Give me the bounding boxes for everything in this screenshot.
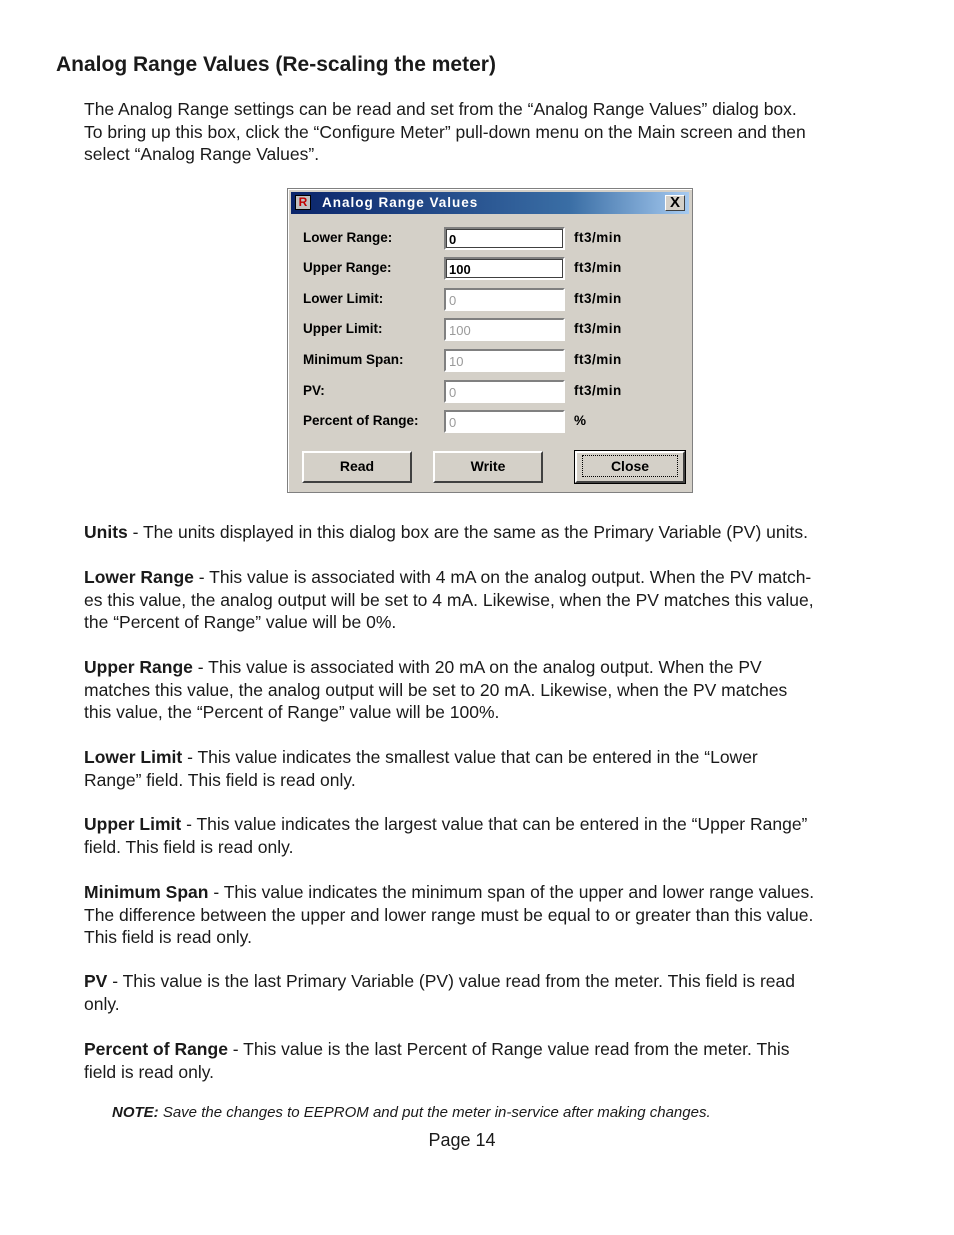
field-label: Minimum Span: xyxy=(303,352,404,367)
field-row-lower-limit xyxy=(288,288,692,312)
desc-text: only. xyxy=(84,993,120,1014)
desc-text: - The units displayed in this dialog box are the same as the Primary Variable (PV) units. xyxy=(127,522,808,542)
field-row-upper-limit xyxy=(288,318,692,342)
app-logo-icon: R xyxy=(295,195,311,210)
desc-upper-limit xyxy=(84,813,884,858)
desc-text: - This value is the last Primary Variable (PV) value read from the meter. This field is read xyxy=(107,971,795,991)
desc-upper-range xyxy=(84,656,884,724)
desc-text: This field is read only. xyxy=(84,927,252,947)
upper-range-input[interactable]: 100 xyxy=(444,257,565,280)
close-button-label: Close xyxy=(582,455,678,477)
desc-percent-of-range xyxy=(84,1038,884,1083)
page-number: Page 14 xyxy=(428,1130,496,1150)
percent-of-range-field: 0 xyxy=(444,410,565,433)
desc-term: Lower Limit xyxy=(84,747,183,767)
field-row-minimum-span xyxy=(288,349,692,373)
desc-text: matches this value, the analog output will be set to 20 mA. Likewise, when the PV matches xyxy=(84,679,788,700)
desc-term: Lower Range xyxy=(84,567,194,587)
upper-limit-field: 100 xyxy=(444,318,565,341)
close-icon[interactable]: X xyxy=(665,195,685,211)
dialog-title-bar[interactable] xyxy=(291,192,689,214)
desc-term: Units xyxy=(84,522,128,542)
dialog-title: Analog Range Values xyxy=(322,195,479,210)
desc-text: - This value indicates the smallest value that can be entered in the “Lower xyxy=(182,747,758,767)
field-row-percent-of-range xyxy=(288,410,692,434)
desc-lower-range xyxy=(84,566,884,634)
intro-paragraph xyxy=(84,98,884,166)
field-unit: % xyxy=(574,413,587,428)
field-unit: ft3/min xyxy=(574,383,622,398)
field-row-upper-range xyxy=(288,257,692,281)
desc-text: the “Percent of Range” value will be 0%. xyxy=(84,612,397,632)
desc-text: - This value is associated with 4 mA on the analog output. When the PV match- xyxy=(193,567,812,587)
desc-term: Upper Limit xyxy=(84,814,182,834)
desc-term: Percent of Range xyxy=(84,1039,228,1059)
field-unit: ft3/min xyxy=(574,352,622,367)
intro-line: To bring up this box, click the “Configure Meter” pull-down menu on the Main screen and then xyxy=(84,121,806,142)
note-label: NOTE: xyxy=(112,1104,159,1121)
desc-text: this value, the “Percent of Range” value will be 100%. xyxy=(84,702,500,722)
field-label: Lower Range: xyxy=(303,230,393,245)
read-button[interactable]: Read xyxy=(302,451,412,483)
close-button[interactable] xyxy=(575,451,685,483)
desc-minimum-span xyxy=(84,881,884,949)
field-row-lower-range xyxy=(288,227,692,251)
lower-range-input[interactable]: 0 xyxy=(444,227,565,250)
pv-field: 0 xyxy=(444,380,565,403)
desc-text: - This value indicates the largest value that can be entered in the “Upper Range” xyxy=(181,814,808,834)
desc-text: - This value indicates the minimum span of the upper and lower range values. xyxy=(208,882,815,902)
field-label: Lower Limit: xyxy=(303,291,384,306)
field-unit: ft3/min xyxy=(574,260,622,275)
desc-text: - This value is associated with 20 mA on the analog output. When the PV xyxy=(192,657,762,677)
field-label: Percent of Range: xyxy=(303,413,419,428)
note xyxy=(112,1104,711,1121)
desc-term: Upper Range xyxy=(84,657,193,677)
desc-pv xyxy=(84,970,884,1015)
analog-range-dialog xyxy=(287,188,693,493)
field-row-pv xyxy=(288,380,692,404)
desc-text: field. This field is read only. xyxy=(84,836,294,857)
lower-limit-field: 0 xyxy=(444,288,565,311)
desc-text: - This value is the last Percent of Range value read from the meter. This xyxy=(227,1039,790,1059)
minimum-span-field: 10 xyxy=(444,349,565,372)
desc-text: Range” field. This field is read only. xyxy=(84,769,356,790)
desc-text: The difference between the upper and lower range must be equal to or greater than this value. xyxy=(84,904,814,925)
note-text: Save the changes to EEPROM and put the meter in-service after making changes. xyxy=(158,1104,711,1121)
field-unit: ft3/min xyxy=(574,321,622,336)
section-heading: Analog Range Values (Re-scaling the meter) xyxy=(56,53,496,76)
intro-line: The Analog Range settings can be read and set from the “Analog Range Values” dialog box. xyxy=(84,99,797,119)
desc-text: field is read only. xyxy=(84,1061,215,1082)
field-label: Upper Range: xyxy=(303,260,392,275)
field-unit: ft3/min xyxy=(574,230,622,245)
desc-term: Minimum Span xyxy=(84,882,209,902)
intro-line: select “Analog Range Values”. xyxy=(84,144,320,164)
write-button[interactable]: Write xyxy=(433,451,543,483)
desc-units xyxy=(84,521,884,544)
desc-term: PV xyxy=(84,971,108,991)
desc-text: es this value, the analog output will be set to 4 mA. Likewise, when the PV matches this value, xyxy=(84,589,814,610)
field-unit: ft3/min xyxy=(574,291,622,306)
field-label: Upper Limit: xyxy=(303,321,383,336)
field-label: PV: xyxy=(303,383,325,398)
desc-lower-limit xyxy=(84,746,884,791)
